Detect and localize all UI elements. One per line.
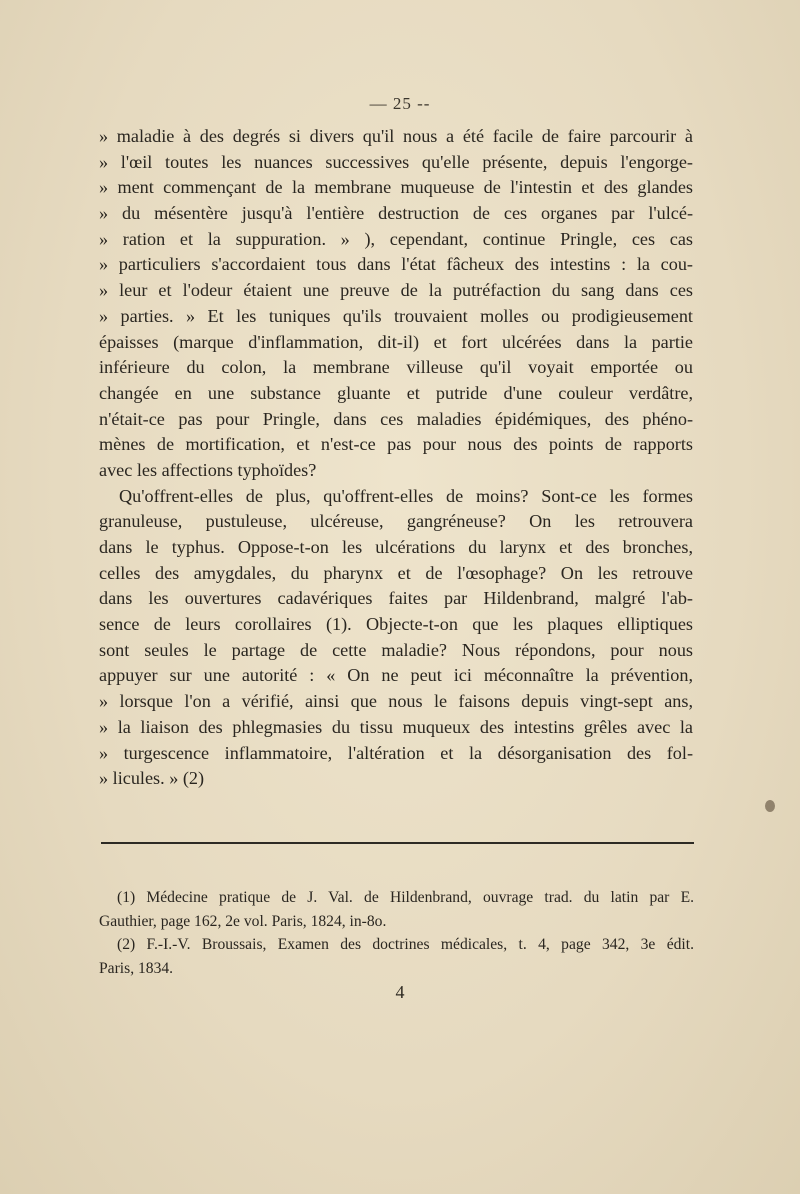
text-line: granuleuse, pustuleuse, ulcéreuse, gangréneuse? On les retrouvera xyxy=(99,511,693,532)
footnote-line: Paris, 1834. xyxy=(99,959,174,977)
text-line: mènes de mortification, et n'est-ce pas pour nous des points de rapports xyxy=(99,434,693,455)
text-line: épaisses (marque d'inflammation, dit-il) et fort ulcérées dans la partie xyxy=(99,331,693,352)
footnote-rule xyxy=(101,842,694,844)
text-line: » la liaison des phlegmasies du tissu muqueux des intestins grêles avec la xyxy=(99,716,693,737)
text-line: appuyer sur une autorité : « On ne peut ici méconnaître la prévention, xyxy=(99,665,693,686)
ink-spot xyxy=(765,800,775,812)
text-line: dans les ouvertures cadavériques faites par Hildenbrand, malgré l'ab- xyxy=(99,588,693,609)
text-line: avec les affections typhoïdes? xyxy=(99,459,317,480)
footnote-line: Gauthier, page 162, 2e vol. Paris, 1824, in-8o. xyxy=(99,912,387,930)
text-line: » turgescence inflammatoire, l'altération et la désorganisation des fol- xyxy=(99,742,693,763)
text-line: dans le typhus. Oppose-t-on les ulcérations du larynx et des bronches, xyxy=(99,537,693,557)
text-line: sence de leurs corollaires (1). Objecte-t-on que les plaques elliptiques xyxy=(99,614,693,635)
page-number: — 25 -- xyxy=(369,94,431,113)
text-line: » particuliers s'accordaient tous dans l'état fâcheux des intestins : la cou- xyxy=(99,254,693,275)
text-line: » lorsque l'on a vérifié, ainsi que nous le faisons depuis vingt-sept ans, xyxy=(99,691,693,712)
text-line: » du mésentère jusqu'à l'entière destruction de ces organes par l'ulcé- xyxy=(99,203,693,224)
text-line: » parties. » Et les tuniques qu'ils trouvaient molles ou prodigieusement xyxy=(99,305,693,326)
signature-mark: 4 xyxy=(395,982,405,1002)
text-line: sont seules le partage de cette maladie? Nous répondons, pour nous xyxy=(99,639,693,660)
footnotes xyxy=(99,886,694,980)
text-line: celles des amygdales, du pharynx et de l'œsophage? On les retrouve xyxy=(99,562,693,583)
text-line: » ment commençant de la membrane muqueuse de l'intestin et des glandes xyxy=(99,177,693,198)
text-line: n'était-ce pas pour Pringle, dans ces maladies épidémiques, des phéno- xyxy=(99,408,693,429)
footnote-line: (1) Médecine pratique de J. Val. de Hildenbrand, ouvrage trad. du latin par E. xyxy=(117,889,694,906)
footnote-line: (2) F.-I.-V. Broussais, Examen des doctrines médicales, t. 4, page 342, 3e édit. xyxy=(117,936,694,953)
body-text xyxy=(99,124,693,792)
text-line: » licules. » (2) xyxy=(99,768,205,789)
text-line: » maladie à des degrés si divers qu'il nous a été facile de faire parcourir à xyxy=(99,126,693,146)
text-line: » leur et l'odeur étaient une preuve de la putréfaction du sang dans ces xyxy=(99,280,693,301)
text-line: Qu'offrent-elles de plus, qu'offrent-elles de moins? Sont-ce les formes xyxy=(119,485,693,506)
text-line: changée en une substance gluante et putride d'une couleur verdâtre, xyxy=(99,382,693,403)
text-line: » ration et la suppuration. » ), cependant, continue Pringle, ces cas xyxy=(99,228,693,249)
text-line: » l'œil toutes les nuances successives qu'elle présente, depuis l'engorge- xyxy=(99,151,693,172)
text-line: inférieure du colon, la membrane villeuse qu'il voyait emportée ou xyxy=(99,357,693,378)
